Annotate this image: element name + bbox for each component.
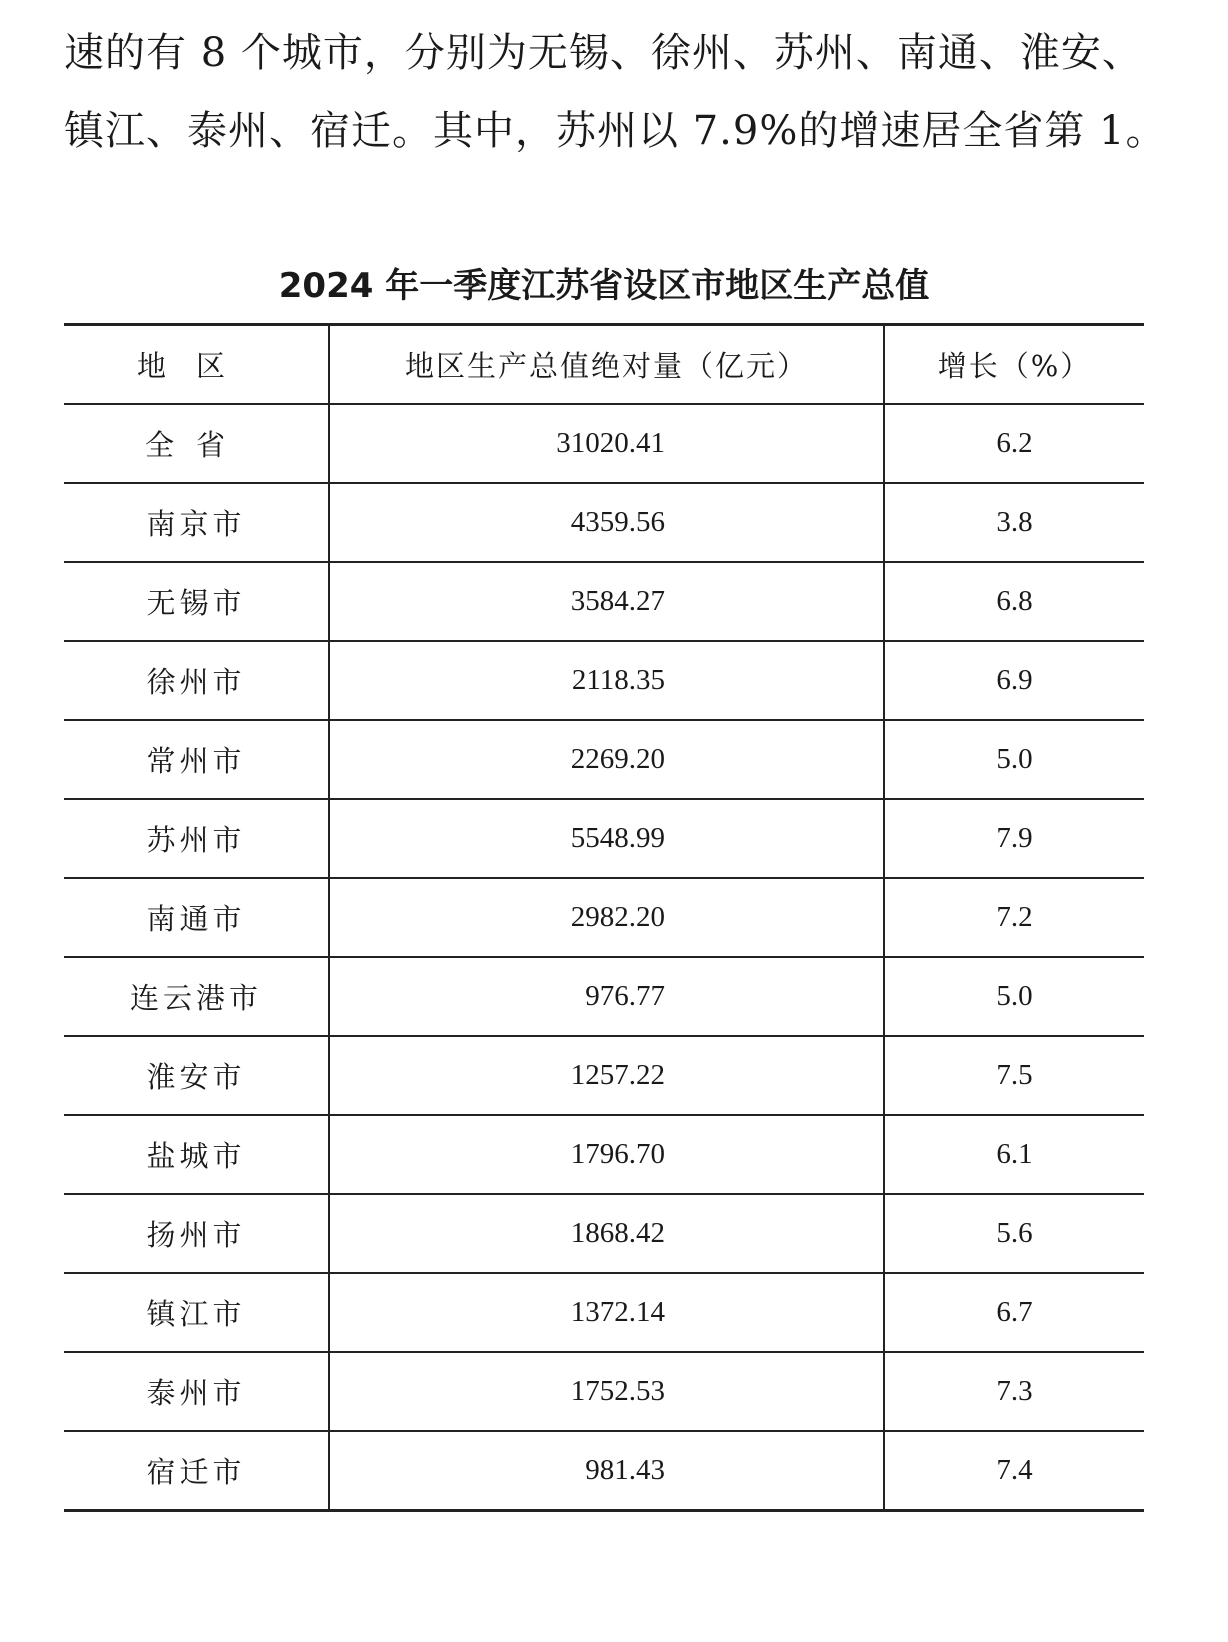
table-row bbox=[64, 799, 1144, 878]
cell-gdp: 1257.22 bbox=[329, 1036, 884, 1115]
cell-gdp: 1796.70 bbox=[329, 1115, 884, 1194]
cell-gdp: 2269.20 bbox=[329, 720, 884, 799]
cell-region: 南通市 bbox=[64, 878, 329, 957]
cell-growth: 6.7 bbox=[884, 1273, 1144, 1352]
table-row bbox=[64, 1273, 1144, 1352]
cell-region: 宿迁市 bbox=[146, 1455, 246, 1489]
cell-growth: 6.8 bbox=[884, 562, 1144, 641]
cell-growth: 7.9 bbox=[884, 799, 1144, 878]
table-row bbox=[64, 483, 1144, 562]
cell-region: 南京市 bbox=[64, 483, 329, 562]
table-row bbox=[64, 562, 1144, 641]
cell-gdp: 31020.41 bbox=[329, 404, 884, 483]
cell-region: 扬州市 bbox=[64, 1194, 329, 1273]
cell-gdp: 3584.27 bbox=[329, 562, 884, 641]
cell-growth: 6.9 bbox=[884, 641, 1144, 720]
cell-gdp: 5548.99 bbox=[329, 799, 884, 878]
cell-gdp: 4359.56 bbox=[329, 483, 884, 562]
cell-growth: 5.0 bbox=[884, 957, 1144, 1036]
table-row bbox=[64, 1194, 1144, 1273]
gdp-table bbox=[64, 323, 1144, 1512]
table-row bbox=[64, 1115, 1144, 1194]
table-header-row bbox=[64, 325, 1144, 405]
cell-region: 盐城市 bbox=[64, 1115, 329, 1194]
cell-growth: 5.6 bbox=[884, 1194, 1144, 1273]
table-title: 2024 年一季度江苏省设区市地区生产总值 bbox=[278, 266, 930, 306]
cell-gdp: 2982.20 bbox=[329, 878, 884, 957]
table-row bbox=[64, 1036, 1144, 1115]
cell-region: 无锡市 bbox=[64, 562, 329, 641]
cell-gdp: 1372.14 bbox=[329, 1273, 884, 1352]
cell-growth: 7.4 bbox=[884, 1431, 1144, 1511]
cell-growth: 7.3 bbox=[884, 1352, 1144, 1431]
intro-paragraph: 速的有 8 个城市，分别为无锡、徐州、苏州、南通、淮安、镇江、泰州、宿迁。其中，苏州以 7.9%的增速居全省第 1。 bbox=[64, 30, 1167, 154]
table-row bbox=[64, 720, 1144, 799]
cell-growth: 3.8 bbox=[884, 483, 1144, 562]
header-gdp: 地区生产总值绝对量（亿元） bbox=[329, 325, 884, 405]
cell-region: 全省 bbox=[64, 404, 329, 483]
cell-growth: 5.0 bbox=[884, 720, 1144, 799]
cell-region: 淮安市 bbox=[64, 1036, 329, 1115]
cell-gdp: 1752.53 bbox=[329, 1352, 884, 1431]
table-row bbox=[64, 957, 1144, 1036]
cell-gdp: 1868.42 bbox=[329, 1194, 884, 1273]
cell-region: 苏州市 bbox=[64, 799, 329, 878]
header-growth: 增长（%） bbox=[884, 325, 1144, 405]
cell-gdp: 2118.35 bbox=[329, 641, 884, 720]
cell-growth: 7.5 bbox=[884, 1036, 1144, 1115]
cell-gdp: 981.43 bbox=[329, 1431, 884, 1511]
cell-gdp: 976.77 bbox=[329, 957, 884, 1036]
table-row bbox=[64, 641, 1144, 720]
cell-region: 连云港市 bbox=[64, 957, 329, 1036]
table-row bbox=[64, 404, 1144, 483]
header-region: 地区 bbox=[64, 325, 329, 405]
table-body bbox=[64, 404, 1144, 1511]
cell-growth: 6.1 bbox=[884, 1115, 1144, 1194]
cell-growth: 7.2 bbox=[884, 878, 1144, 957]
cell-region: 镇江市 bbox=[64, 1273, 329, 1352]
table-row bbox=[64, 1431, 1144, 1511]
cell-region: 泰州市 bbox=[64, 1352, 329, 1431]
cell-region: 常州市 bbox=[64, 720, 329, 799]
cell-region: 徐州市 bbox=[64, 641, 329, 720]
cell-growth: 6.2 bbox=[884, 404, 1144, 483]
table-row bbox=[64, 1352, 1144, 1431]
table-row bbox=[64, 878, 1144, 957]
